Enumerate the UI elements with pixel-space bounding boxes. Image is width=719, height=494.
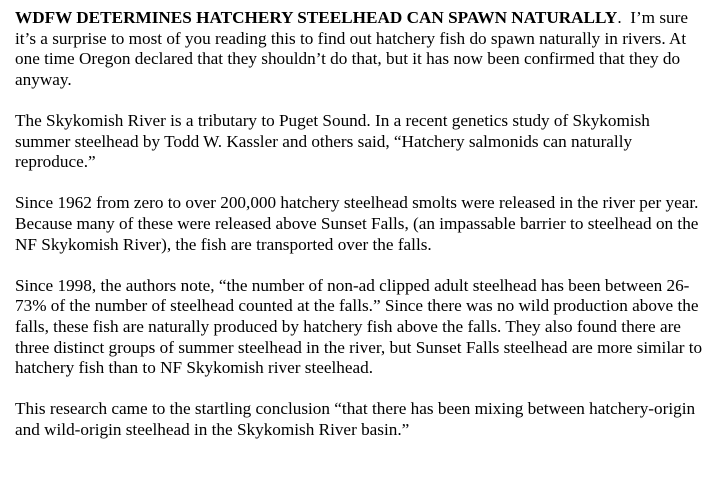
paragraph-releases: Since 1962 from zero to over 200,000 hatchery steelhead smolts were released in the river per year. Because many of these were released above Sunset Falls, (an impassable barrier to steelhead on the NF Skykomish River), the fish are transported over the falls. <box>15 193 699 254</box>
paragraph-text: I’m sure it’s a surprise to most of you reading this to find out hatchery fish do spawn naturally in rivers. At one time Oregon declared that they shouldn’t do that, but it has now been confirmed that they do anyway. <box>15 8 688 89</box>
headline-period: . <box>617 8 622 27</box>
document-body <box>15 8 705 440</box>
paragraph-intro <box>15 8 705 90</box>
paragraph-conclusion: This research came to the startling conclusion “that there has been mixing between hatchery-origin and wild-origin steelhead in the Skykomish River basin.” <box>15 399 696 439</box>
paragraph-findings: Since 1998, the authors note, “the number of non-ad clipped adult steelhead has been between 26-73% of the number of steelhead counted at the falls.” Since there was no wild production above the falls, these fish are naturally produced by hatchery fish above the falls. They also found there are three distinct groups of summer steelhead in the river, but Sunset Falls steelhead are more similar to hatchery fish than to NF Skykomish river steelhead. <box>15 275 703 378</box>
headline: WDFW DETERMINES HATCHERY STEELHEAD CAN SPAWN NATURALLY <box>15 8 618 27</box>
paragraph-skykomish-study: The Skykomish River is a tributary to Puget Sound. In a recent genetics study of Skykomish summer steelhead by Todd W. Kassler and others said, “Hatchery salmonids can naturally reproduce.” <box>15 110 650 172</box>
